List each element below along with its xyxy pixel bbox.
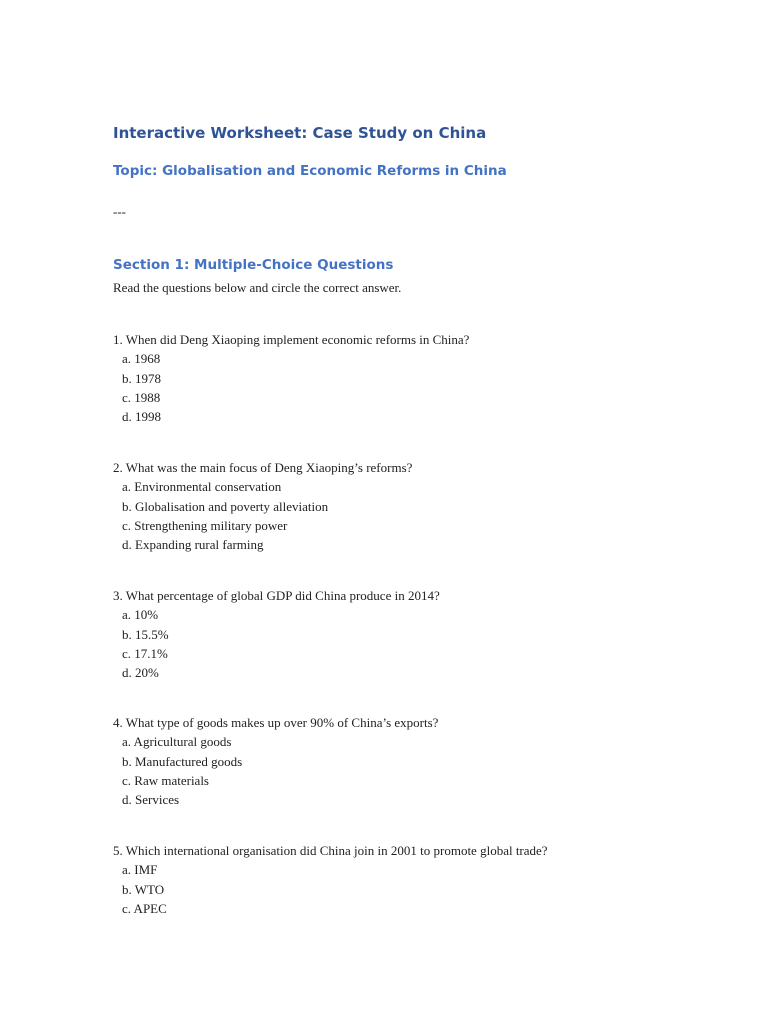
question-4 — [113, 713, 438, 809]
question-text: 4. What type of goods makes up over 90% of China’s exports? — [113, 715, 439, 730]
answer-options — [113, 605, 440, 682]
topic-heading: Topic: Globalisation and Economic Reforms in China — [113, 163, 507, 179]
question-5 — [113, 841, 548, 918]
answer-options — [113, 732, 438, 809]
instructions-text: Read the questions below and circle the correct answer. — [113, 280, 402, 295]
answer-option[interactable]: a. Agricultural goods — [122, 734, 232, 750]
question-text: 2. What was the main focus of Deng Xiaoping’s reforms? — [113, 460, 413, 475]
answer-option[interactable]: a. 1968 — [122, 351, 161, 367]
question-text: 1. When did Deng Xiaoping implement economic reforms in China? — [113, 332, 470, 347]
section-heading: Section 1: Multiple-Choice Questions — [113, 257, 394, 273]
worksheet-title: Interactive Worksheet: Case Study on China — [113, 124, 487, 142]
answer-option[interactable]: c. 1988 — [122, 389, 161, 405]
answer-option[interactable]: d. Expanding rural farming — [122, 537, 264, 553]
question-3 — [113, 586, 440, 682]
answer-option[interactable]: b. Globalisation and poverty alleviation — [122, 498, 329, 514]
question-text: 5. Which international organisation did China join in 2001 to promote global trade? — [113, 843, 548, 858]
answer-options — [113, 477, 412, 554]
answer-option[interactable]: d. 1998 — [122, 409, 161, 425]
answer-option[interactable]: c. Raw materials — [122, 772, 209, 788]
answer-option[interactable]: c. Strengthening military power — [122, 517, 288, 533]
divider-text: --- — [113, 204, 126, 219]
question-text: 3. What percentage of global GDP did China produce in 2014? — [113, 588, 440, 603]
answer-option[interactable]: b. 1978 — [122, 370, 161, 386]
answer-option[interactable]: b. WTO — [122, 881, 165, 897]
answer-option[interactable]: a. Environmental conservation — [122, 479, 282, 495]
answer-options — [113, 349, 469, 426]
answer-option[interactable]: a. IMF — [122, 862, 158, 878]
answer-options — [113, 860, 548, 918]
answer-option[interactable]: a. 10% — [122, 607, 159, 623]
question-2 — [113, 458, 412, 554]
answer-option[interactable]: c. APEC — [122, 900, 167, 916]
answer-option[interactable]: b. 15.5% — [122, 626, 169, 642]
answer-option[interactable]: d. Services — [122, 792, 180, 808]
answer-option[interactable]: b. Manufactured goods — [122, 753, 243, 769]
question-1 — [113, 330, 469, 426]
answer-option[interactable]: d. 20% — [122, 665, 159, 681]
answer-option[interactable]: c. 17.1% — [122, 645, 168, 661]
